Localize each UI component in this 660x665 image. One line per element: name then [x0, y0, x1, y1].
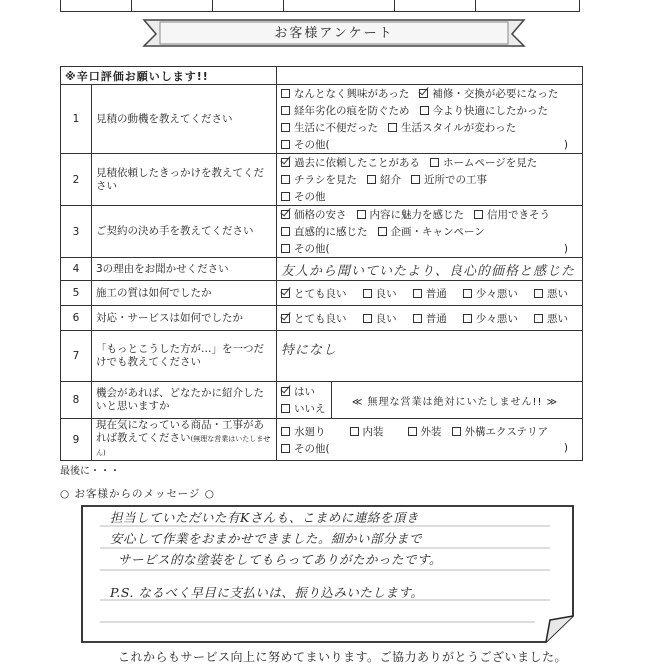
question-text: 「もっとこうした方が…」を一つだけでも教えてください: [92, 331, 277, 382]
question-text: 見積依頼したきっかけを教えてください: [92, 154, 277, 206]
page-title: お客様アンケート: [274, 26, 394, 41]
options-cell: [277, 154, 583, 206]
checkbox-option[interactable]: 今より快適にしたかった: [420, 103, 549, 118]
message-line: 安心して作業をおまかせできました。細かい部分まで: [110, 531, 423, 546]
checkbox-option[interactable]: 信用できそう: [474, 207, 550, 222]
close-paren: ): [563, 138, 568, 151]
question-row: [61, 382, 583, 419]
checkbox-option[interactable]: 悪い: [534, 286, 568, 301]
question-number: 9: [61, 419, 92, 461]
checkbox-option[interactable]: その他(: [281, 441, 330, 456]
checkbox-option[interactable]: はい: [281, 384, 315, 399]
options-cell: [277, 419, 583, 461]
survey-table: [60, 66, 583, 461]
question-text: ご契約の決め手を教えてください: [92, 206, 277, 258]
question-text: 機会があれば、どなたかに紹介したいと思いますか: [92, 382, 277, 419]
question-text: 対応・サービスは如何でしたか: [92, 306, 277, 331]
question-row: [61, 419, 583, 461]
question-number: 4: [61, 258, 92, 281]
message-line: P.S. なるべく早目に支払いは、振り込みいたします。: [110, 585, 424, 600]
question-row: [61, 306, 583, 331]
question-row: [61, 258, 583, 281]
message-line: 担当していただいた有Kさんも、こまめに連絡を頂き: [110, 510, 419, 525]
checkbox-option[interactable]: 近所での工事: [411, 172, 487, 187]
checkbox-option[interactable]: 内容に魅力を感じた: [357, 207, 465, 222]
checkbox-option[interactable]: ホームページを見た: [430, 155, 537, 170]
checkbox-option[interactable]: いいえ: [281, 401, 326, 416]
checkbox-option[interactable]: 生活に不便だった: [281, 120, 378, 135]
options-cell: [277, 382, 583, 419]
checkbox-option[interactable]: 少々悪い: [463, 311, 518, 326]
question-number: 5: [61, 281, 92, 306]
question-number: 1: [61, 85, 92, 154]
question-row: [61, 85, 583, 154]
checkbox-option[interactable]: 良い: [363, 286, 397, 301]
handwritten-answer: 特になし: [281, 343, 338, 358]
checkbox-option[interactable]: 紹介: [367, 172, 401, 187]
checkbox-option[interactable]: 外構エクステリア: [452, 424, 549, 439]
close-paren: ): [563, 242, 568, 255]
question-text: 施工の質は如何でしたか: [92, 281, 277, 306]
checkbox-option[interactable]: 水廻り: [281, 424, 326, 439]
no-pushy-sales-note: ≪ 無理な営業は絶対にいたしません!! ≫: [351, 396, 559, 408]
checkbox-option[interactable]: その他(: [281, 241, 330, 256]
message-line: サービス的な塗装をしてもらってありがたかったです。: [118, 552, 443, 567]
question-text: 3の理由をお聞かせください: [92, 258, 277, 281]
checkbox-option[interactable]: とても良い: [281, 286, 347, 301]
question-number: 8: [61, 382, 92, 419]
answer-cell[interactable]: [277, 331, 583, 382]
question-row: [61, 206, 583, 258]
title-banner: [140, 16, 528, 50]
checkbox-option[interactable]: 内装: [350, 424, 384, 439]
checkbox-option[interactable]: 悪い: [534, 311, 568, 326]
question-row: [61, 281, 583, 306]
top-table-strip: [60, 0, 580, 12]
answer-cell[interactable]: [277, 258, 583, 281]
checkbox-option[interactable]: 普通: [413, 311, 447, 326]
checkbox-option[interactable]: 生活スタイルが変わった: [388, 120, 516, 135]
checkbox-option[interactable]: 直感的に感じた: [281, 224, 368, 239]
question-row: [61, 331, 583, 382]
question-number: 2: [61, 154, 92, 206]
message-header: ○ お客様からのメッセージ ○: [60, 488, 215, 500]
options-cell: [277, 306, 583, 331]
checkbox-option[interactable]: 経年劣化の痕を防ぐため: [281, 103, 410, 118]
checkbox-option[interactable]: 少々悪い: [463, 286, 518, 301]
handwritten-answer: 友人から聞いていたより、良心的価格と感じた: [281, 263, 576, 279]
question-text: 見積の動機を教えてください: [92, 85, 277, 154]
options-cell: [277, 206, 583, 258]
checkbox-option[interactable]: その他: [281, 189, 326, 204]
checkbox-option[interactable]: 企画・キャンペーン: [378, 224, 485, 239]
checkbox-option[interactable]: なんとなく興味があった: [281, 86, 409, 101]
close-paren: ): [563, 442, 568, 454]
checkbox-option[interactable]: 価格の安さ: [281, 207, 347, 222]
question-text: 現在気になっている商品・工事があれば教えてください(無理な営業はいたしません): [92, 419, 277, 461]
last-words-label: 最後に・・・: [60, 466, 120, 477]
question-number: 6: [61, 306, 92, 331]
header-blank: [277, 67, 583, 85]
options-cell: [277, 85, 583, 154]
checkbox-option[interactable]: その他(: [281, 137, 330, 152]
checkbox-option[interactable]: とても良い: [281, 311, 347, 326]
checkbox-option[interactable]: 補修・交換が必要になった: [419, 86, 558, 101]
checkbox-option[interactable]: 普通: [413, 286, 447, 301]
header-label: ※辛口評価お願いします!!: [61, 67, 277, 85]
options-cell: [277, 281, 583, 306]
checkbox-option[interactable]: 外装: [408, 424, 442, 439]
question-number: 3: [61, 206, 92, 258]
checkbox-option[interactable]: チラシを見た: [281, 172, 357, 187]
question-note: (無理な営業はいたしません): [96, 435, 271, 457]
checkbox-option[interactable]: 過去に依頼したことがある: [281, 155, 420, 170]
question-number: 7: [61, 331, 92, 382]
closing-message: これからもサービス向上に努めてまいります。ご協力ありがとうございました。: [118, 650, 568, 664]
question-row: [61, 154, 583, 206]
checkbox-option[interactable]: 良い: [363, 311, 397, 326]
